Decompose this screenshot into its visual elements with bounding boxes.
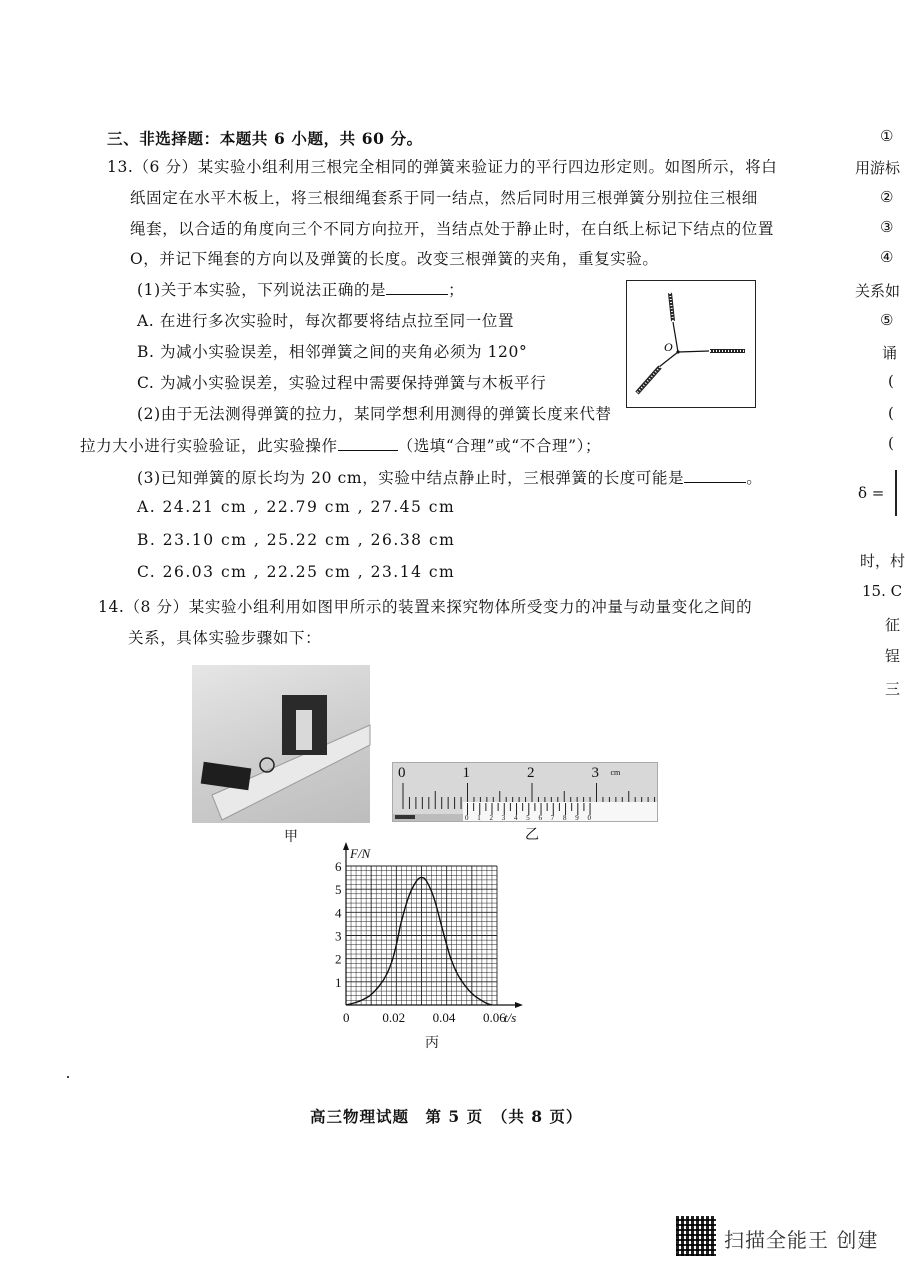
right-margin-fragment: 三 [885,680,901,698]
right-margin-fragment: ( [888,434,894,452]
x-tick-label: 0.02 [382,1010,406,1025]
y-tick-label: 4 [335,905,342,921]
right-margin-fragment: ⑤ [880,311,894,329]
section-header: 三、非选择题：本题共 6 小题，共 60 分。 [107,129,423,148]
q13-part3 [137,466,762,488]
q13-part3-option-b: B. 23.10 cm , 25.22 cm , 26.38 cm [137,531,456,549]
string-down-left [659,352,678,367]
fig-bing-caption: 丙 [425,1035,439,1051]
spring-down-left [637,367,660,393]
fraction-bracket [895,470,897,516]
apparatus-photo [192,665,370,823]
q13-part3-answer-blank[interactable] [684,468,746,483]
vernier-label: 0 [465,814,469,822]
fig-jia-caption: 甲 [284,829,298,845]
string-up [673,322,678,352]
vernier-label: 5 [526,814,530,822]
spring-diagram [626,280,756,408]
q13-part3-text: (3)已知弹簧的原长均为 20 cm，实验中结点静止时，三根弹簧的长度可能是 [137,469,685,487]
vernier-label: 2 [489,814,494,822]
y-axis-arrow-icon [343,842,349,850]
knot-label-O: O [664,340,673,354]
spring-diagram-svg [627,281,755,407]
right-margin-fragment: ④ [880,248,894,266]
vernier-label: 1 [477,814,481,822]
q13-part1-text: (1)关于本实验，下列说法正确的是 [137,281,387,299]
caliper-svg [393,763,657,821]
q13-part3-end: 。 [746,469,763,487]
y-tick-label: 3 [335,928,342,944]
q13-stem-line-3: 绳套，以合适的角度向三个不同方向拉开，当结点处于静止时，在白纸上标记下结点的位置 [130,220,775,238]
vernier-label: 9 [575,814,579,822]
right-margin-fragment: 关系如 [855,282,901,300]
scanner-watermark: 扫描全能王 创建 [724,1228,879,1252]
vernier-caliper [392,762,658,822]
q13-part1 [137,278,464,300]
qr-code-icon [676,1216,716,1256]
q13-part1-end: ； [448,281,465,299]
vernier-label: 4 [514,814,518,822]
q13-part2-line-1: (2)由于无法测得弹簧的拉力，某同学想利用测得的弹簧长度来代替 [137,405,612,423]
timer-device [201,762,252,790]
force-time-chart [320,838,540,1028]
y-tick-label: 1 [335,974,342,990]
right-margin-fragment: ① [880,127,894,145]
y-tick-label: 6 [335,859,342,874]
main-scale-label: 0 [398,765,406,781]
apparatus-sketch [192,665,370,823]
unit-label: cm [610,768,621,777]
q13-option-b: B. 为减小实验误差，相邻弹簧之间的夹角必须为 120° [137,343,528,361]
right-margin-fragment: ③ [880,218,894,236]
right-margin-fragment: 时，村 [860,552,905,570]
q14-stem-line-1: 14.（8 分）某实验小组利用如图甲所示的装置来探究物体所受变力的冲量与动量变化之间的 [98,598,753,616]
main-scale-label: 2 [527,765,535,781]
fig-yi-caption: 乙 [525,827,539,843]
right-margin-fragment: 征 [885,616,901,634]
right-margin-fragment: ② [880,188,894,206]
q13-stem-line-4: O，并记下绳套的方向以及弹簧的长度。改变三根弹簧的夹角，重复实验。 [130,250,659,268]
y-tick-label: 2 [335,951,342,967]
main-scale-label: 1 [462,765,470,781]
x-axis-arrow-icon [515,1002,523,1008]
q13-part1-answer-blank[interactable] [386,280,448,295]
right-margin-fragment: ( [888,372,894,390]
q13-part3-option-c: C. 26.03 cm , 22.25 cm , 23.14 cm [137,563,456,581]
q13-option-c: C. 为减小实验误差，实验过程中需要保持弹簧与木板平行 [137,374,547,392]
right-margin-fragment: 15. C [862,582,903,600]
right-margin-fragment: δ = [858,484,885,502]
vernier-label: 7 [550,814,555,822]
q13-part2-hint: （选填“合理”或“不合理”）； [397,437,602,455]
knot-point [676,350,679,353]
ring [260,758,274,772]
string-right [678,351,709,352]
vernier-label: 0 [587,814,592,822]
y-axis-label: F/N [350,846,371,861]
y-tick-label: 5 [335,882,342,898]
right-margin-fragment: ( [888,404,894,422]
right-margin-fragment: 诵 [882,344,898,362]
x-tick-label: 0.06 [483,1010,506,1025]
x-axis-label: t/s [504,1010,517,1025]
chart-svg [320,838,540,1028]
page-footer: 高三物理试题 第 5 页 （共 8 页） [310,1107,583,1126]
scan-speck [67,1076,69,1078]
vernier-label: 6 [538,814,543,822]
x-tick-label: 0.04 [432,1010,456,1025]
right-margin-fragment: 用游标 [855,159,901,177]
q13-stem-line-1: 13.（6 分）某实验小组利用三根完全相同的弹簧来验证力的平行四边形定则。如图所示，将白 [107,158,778,176]
right-margin-fragment: 锃 [885,647,901,665]
force-curve [346,878,492,1005]
jaw-mark [395,815,415,819]
vernier-label: 8 [563,814,567,822]
vernier-label: 3 [501,814,506,822]
q13-part2-text: 拉力大小进行实验验证，此实验操作 [80,437,338,455]
q13-stem-line-2: 纸固定在水平木板上，将三根细绳套系于同一结点，然后同时用三根弹簧分别拉住三根细 [130,189,758,207]
q13-option-a: A. 在进行多次实验时，每次都要将结点拉至同一位置 [137,312,515,330]
q13-part2-line-2 [80,434,601,456]
spring-up [670,293,673,321]
x-tick-label: 0 [343,1010,350,1025]
q13-part2-answer-blank[interactable] [338,436,398,451]
q14-stem-line-2: 关系，具体实验步骤如下： [128,629,322,647]
q13-part3-option-a: A. 24.21 cm , 22.79 cm , 27.45 cm [137,498,456,516]
main-scale-label: 3 [591,765,599,781]
